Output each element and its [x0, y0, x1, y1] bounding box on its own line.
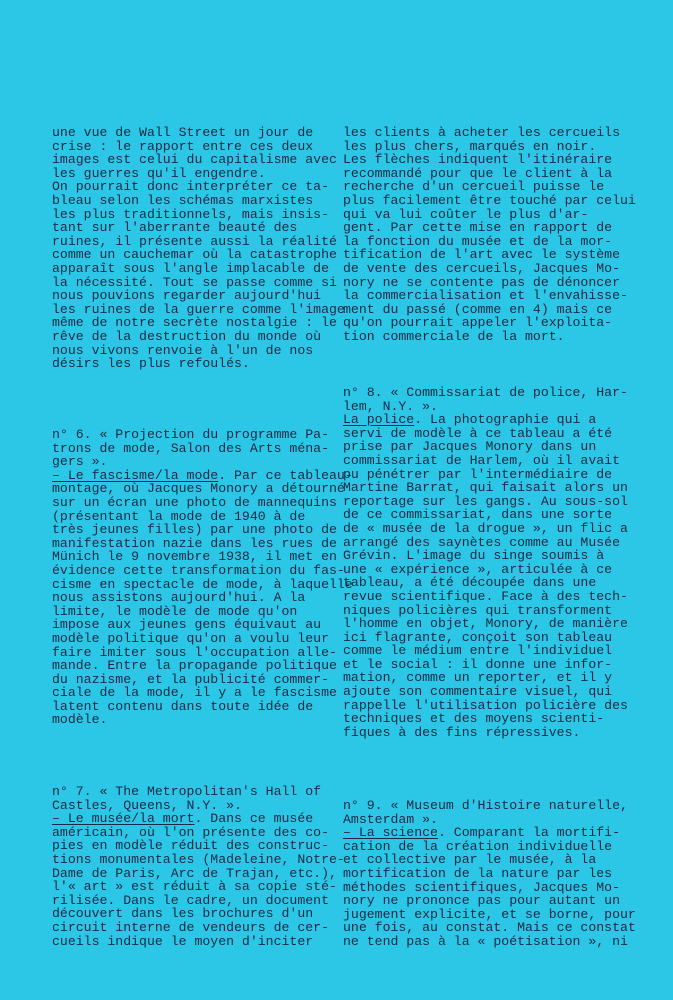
text-line: nory ne se contente pas de dénoncer: [343, 274, 620, 290]
text-line: l'« art » est réduit à sa copie sté-: [52, 879, 337, 895]
text-line: rilisée. Dans le cadre, un document: [52, 892, 329, 908]
text-line: niques policières qui transforment: [343, 602, 613, 618]
entry-heading-line: n° 6. « Projection du programme Pa-: [52, 427, 329, 442]
text-line: l'homme en objet, Monory, de manière: [343, 616, 628, 632]
text-line: qui va lui coûter le plus d'ar-: [343, 206, 589, 222]
text-line: techniques et des moyens scienti-: [343, 711, 605, 727]
entry-lead-line: [52, 467, 353, 483]
entry-heading-line: n° 9. « Museum d'Histoire naturelle,: [343, 798, 628, 813]
text-line: mortification de la nature par les: [343, 865, 613, 881]
text-line: mation, comme un reporter, et il y: [343, 670, 613, 686]
text-line: pu pénétrer par l'intermédiaire de: [343, 466, 613, 482]
text-line: comme un cauchemar où la catastrophe: [52, 247, 337, 263]
text-line: arrangé des saynètes comme au Musée: [343, 534, 620, 550]
entry-theme: – Le fascisme/la mode: [52, 467, 219, 483]
text-line: recommandé pour que le client à la: [343, 165, 613, 181]
text-line: nory ne prononce pas pour autant un: [343, 893, 620, 909]
entry-heading-line: Castles, Queens, N.Y. ».: [52, 797, 242, 813]
text-line: On pourrait donc interpréter ce ta-: [52, 179, 329, 195]
text-line: latent contenu dans toute idée de: [52, 698, 314, 714]
entry-lead-line: [52, 812, 339, 826]
text-line: modèle politique qu'on a voulu leur: [52, 630, 329, 646]
entry-theme: – Le musée/la mort: [52, 811, 195, 827]
text-line: de « musée de la drogue », un flic a: [343, 520, 628, 536]
entry-theme: La police: [343, 412, 415, 428]
text-line: tification de l'art avec le système: [343, 247, 620, 263]
text-line: de vente des cercueils, Jacques Mo-: [343, 260, 620, 276]
text-line: limite, le modèle de mode qu'on: [52, 603, 298, 619]
text-line: tions monumentales (Madeleine, Notre-: [52, 851, 345, 867]
text-line: Martine Barrat, qui faisait alors un: [343, 480, 628, 496]
text-line: rêve de la destruction du monde où: [52, 328, 322, 344]
text-line: prise par Jacques Monory dans un: [343, 439, 597, 455]
text-line: jugement explicite, et se borne, pour: [343, 906, 636, 922]
text-line: Dame de Paris, Arc de Trajan, etc.),: [52, 865, 337, 881]
text-line: revue scientifique. Face à des tech-: [343, 588, 628, 604]
text-line: pies en modèle réduit des construc-: [52, 838, 329, 854]
text-line: cation de la création individuelle: [343, 838, 613, 854]
text-line: évidence cette transformation du fas-: [52, 562, 345, 578]
text-line: (présentant la mode de 1940 à de: [52, 508, 306, 524]
text-line: même de notre secrète nostalgie : le: [52, 315, 337, 331]
left-column: [52, 0, 353, 1000]
text-line: tant sur l'aberrante beauté des: [52, 220, 298, 236]
entry-heading-line: lem, N.Y. ».: [343, 398, 438, 414]
text-line: ciale de la mode, il y a le fascisme: [52, 685, 337, 701]
entry-heading-line: trons de mode, Salon des Arts ména-: [52, 440, 329, 456]
text-line: modèle.: [52, 712, 108, 728]
text-line: américain, où l'on présente des co-: [52, 824, 329, 840]
text-line: plus facilement être touché par celui: [343, 192, 636, 208]
entry-lead-rest: . La photographie qui a: [414, 412, 597, 428]
text-line: désirs les plus refoulés.: [52, 356, 250, 372]
left-block-1: [52, 125, 345, 372]
text-line: découvert dans les brochures d'un: [52, 906, 314, 922]
entry-heading-line: n° 7. « The Metropolitan's Hall of: [52, 784, 322, 799]
entry-theme: – La science: [343, 825, 438, 841]
text-line: la commercialisation et l'envahisse-: [343, 288, 628, 304]
text-line: rappelle l'utilisation policière des: [343, 697, 628, 713]
entry-lead-rest: . Par ce tableau-: [218, 467, 353, 483]
text-line: ruines, il présente aussi la réalité: [52, 233, 337, 249]
entry-lead-rest: . Dans ce musée: [194, 811, 314, 827]
text-line: tableau, a été découpée dans une: [343, 575, 597, 591]
text-line: ici flagrante, conçoit son tableau: [343, 629, 613, 645]
text-line: la nécessité. Tout se passe comme si: [52, 274, 337, 290]
text-line: fiques à des fins répressives.: [343, 724, 581, 740]
text-line: ajoute son commentaire visuel, qui: [343, 684, 613, 700]
text-line: tion commerciale de la mort.: [343, 328, 565, 344]
text-line: une « expérience », articulée à ce: [343, 561, 613, 577]
entry-lead-rest: . Comparant la mortifi-: [437, 825, 620, 841]
text-line: sur un écran une photo de mannequins: [52, 494, 337, 510]
text-line: bleau selon les schémas marxistes: [52, 192, 314, 208]
text-line: ne tend pas à la « poétisation », ni: [343, 933, 628, 949]
left-block-3: [52, 784, 345, 949]
left-block-2: [52, 427, 353, 728]
right-column: [343, 0, 636, 1000]
text-line: nous vivons renvoie à l'un de nos: [52, 342, 314, 358]
text-line: méthodes scientifiques, Jacques Mo-: [343, 879, 620, 895]
text-line: les clients à acheter les cercueils: [343, 125, 620, 140]
text-line: recherche d'un cercueil puisse le: [343, 179, 605, 195]
text-line: du nazisme, et la publicité commer-: [52, 671, 329, 687]
text-line: les ruines de la guerre comme l'image: [52, 301, 345, 317]
text-line: images est celui du capitalisme avec: [52, 152, 337, 168]
text-line: impose aux jeunes gens équivaut au: [52, 617, 322, 633]
text-line: une fois, au constat. Mais ce constat: [343, 920, 636, 936]
text-line: nous assistons aujourd'hui. A la: [52, 590, 306, 606]
entry-heading-line: gers ».: [52, 454, 108, 470]
text-line: faire imiter sous l'occupation alle-: [52, 644, 337, 660]
text-line: très jeunes filles) par une photo de: [52, 522, 337, 538]
text-line: Les flèches indiquent l'itinéraire: [343, 152, 613, 168]
text-line: circuit interne de vendeurs de cer-: [52, 919, 329, 935]
text-line: de ce commissariat, dans une sorte: [343, 507, 613, 523]
text-line: une vue de Wall Street un jour de: [52, 125, 314, 140]
text-line: qu'on pourrait appeler l'exploita-: [343, 315, 613, 331]
text-line: ment du passé (comme en 4) mais ce: [343, 301, 613, 317]
text-line: et collective par le musée, à la: [343, 852, 597, 868]
text-line: les plus traditionnels, mais insis-: [52, 206, 329, 222]
text-line: nous pouvions regarder aujourd'hui: [52, 288, 322, 304]
right-block-1: [343, 125, 636, 344]
text-line: servi de modèle à ce tableau a été: [343, 425, 613, 441]
text-line: reportage sur les gangs. Au sous-sol: [343, 493, 628, 509]
right-block-3: [343, 798, 636, 949]
text-line: Münich le 9 novembre 1938, il met en: [52, 549, 337, 565]
text-line: commissariat de Harlem, où il avait: [343, 452, 620, 468]
text-line: manifestation nazie dans les rues de: [52, 535, 337, 551]
text-line: cisme en spectacle de mode, à laquelle: [52, 576, 353, 592]
text-line: et le social : il donne une infor-: [343, 656, 613, 672]
text-line: les guerres qu'il engendre.: [52, 165, 266, 181]
text-line: montage, où Jacques Monory a détourné: [52, 481, 345, 497]
text-line: apparaît sous l'angle implacable de: [52, 260, 329, 276]
text-line: les plus chers, marqués en noir.: [343, 138, 597, 154]
right-block-2: [343, 386, 630, 739]
entry-heading-line: n° 8. « Commissariat de police, Har-: [343, 385, 628, 400]
text-line: Grévin. L'image du singe soumis à: [343, 548, 605, 564]
text-line: comme le médium entre l'individuel: [343, 643, 613, 659]
text-line: la fonction du musée et de la mor-: [343, 233, 613, 249]
entry-lead-line: [343, 826, 630, 840]
entry-heading-line: Amsterdam ».: [343, 811, 438, 827]
entry-lead-line: [343, 413, 630, 427]
text-line: crise : le rapport entre ces deux: [52, 138, 314, 154]
text-line: cueils indique le moyen d'inciter: [52, 933, 314, 949]
text-line: gent. Par cette mise en rapport de: [343, 220, 613, 236]
text-line: mande. Entre la propagande politique: [52, 658, 337, 674]
